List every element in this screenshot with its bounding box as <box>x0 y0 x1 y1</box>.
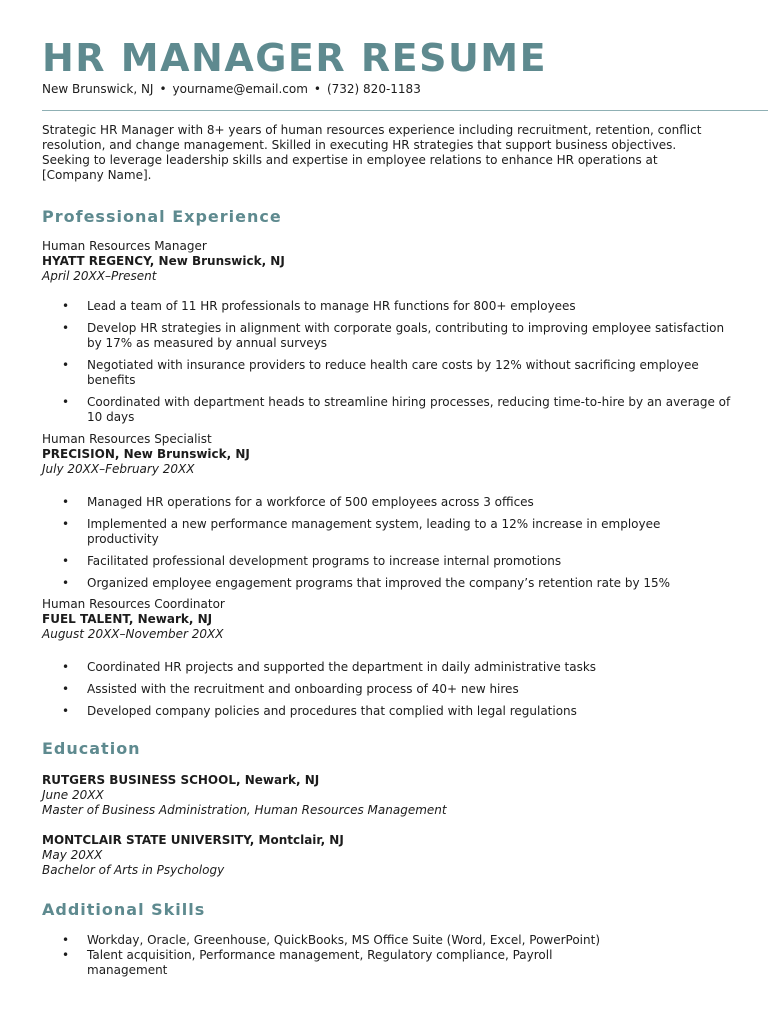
job-bullets <box>42 299 732 425</box>
education-date: June 20XX <box>42 788 104 802</box>
skills-block <box>42 933 732 978</box>
education-degree: Master of Business Administration, Human Resources Management <box>42 803 447 817</box>
job-role: Human Resources Coordinator <box>42 597 225 611</box>
contact-phone: (732) 820-1183 <box>326 82 421 96</box>
skills-list <box>42 933 602 978</box>
contact-separator: • <box>159 82 167 96</box>
job-company: FUEL TALENT, Newark, NJ <box>42 612 213 626</box>
contact-location: New Brunswick, NJ <box>42 82 154 96</box>
header-divider <box>42 110 768 111</box>
job-bullet: • Implemented a new performance management system, leading to a 12% increase in employee productivity <box>42 517 732 547</box>
job-bullet: • Developed company policies and procedures that complied with legal regulations <box>42 704 732 719</box>
contact-line <box>42 81 732 97</box>
job-dates: July 20XX–February 20XX <box>42 462 195 476</box>
job-entry <box>42 597 732 726</box>
education-school: MONTCLAIR STATE UNIVERSITY, Montclair, NJ <box>42 833 344 847</box>
job-bullets <box>42 495 732 591</box>
skills-heading: Additional Skills <box>42 900 206 919</box>
job-dates: August 20XX–November 20XX <box>42 627 224 641</box>
contact-separator: • <box>313 82 321 96</box>
resume-title: HR MANAGER RESUME <box>42 36 548 80</box>
summary-paragraph: Strategic HR Manager with 8+ years of human resources experience including recruitment, retention, conflict resolution, and change management. Skilled in executing HR strategies that support business objectives. Seeking to leverage leadership skills and expertise in employee relations to enhance HR operations at [Company Name]. <box>42 123 702 182</box>
job-bullet: • Facilitated professional development programs to increase internal promotions <box>42 554 732 569</box>
job-bullet: • Organized employee engagement programs that improved the company’s retention rate by 15% <box>42 576 732 591</box>
job-company: HYATT REGENCY, New Brunswick, NJ <box>42 254 285 268</box>
education-date: May 20XX <box>42 848 103 862</box>
job-role: Human Resources Manager <box>42 239 207 253</box>
job-bullet: • Negotiated with insurance providers to reduce health care costs by 12% without sacrificing employee benefits <box>42 358 732 388</box>
job-bullet: • Develop HR strategies in alignment with corporate goals, contributing to improving employee satisfaction by 17% as measured by annual surveys <box>42 321 732 351</box>
education-heading: Education <box>42 739 141 758</box>
job-bullets <box>42 660 732 719</box>
job-bullet: • Coordinated with department heads to streamline hiring processes, reducing time-to-hire by an average of 10 days <box>42 395 732 425</box>
education-list <box>42 773 732 893</box>
education-item <box>42 833 732 878</box>
education-degree: Bachelor of Arts in Psychology <box>42 863 225 877</box>
experience-heading: Professional Experience <box>42 207 282 226</box>
skill-item: • Talent acquisition, Performance management, Regulatory compliance, Payroll management <box>42 948 587 978</box>
job-bullet: • Coordinated HR projects and supported the department in daily administrative tasks <box>42 660 732 675</box>
job-dates: April 20XX–Present <box>42 269 157 283</box>
job-entry <box>42 432 732 598</box>
job-bullet: • Assisted with the recruitment and onboarding process of 40+ new hires <box>42 682 732 697</box>
contact-email: yourname@email.com <box>172 82 308 96</box>
job-bullet: • Managed HR operations for a workforce of 500 employees across 3 offices <box>42 495 732 510</box>
job-role: Human Resources Specialist <box>42 432 212 446</box>
resume-page <box>42 0 732 977</box>
job-company: PRECISION, New Brunswick, NJ <box>42 447 250 461</box>
skill-item: • Workday, Oracle, Greenhouse, QuickBooks, MS Office Suite (Word, Excel, PowerPoint) <box>42 933 687 948</box>
job-entry <box>42 239 732 432</box>
education-item <box>42 773 732 818</box>
education-school: RUTGERS BUSINESS SCHOOL, Newark, NJ <box>42 773 320 787</box>
job-bullet: • Lead a team of 11 HR professionals to manage HR functions for 800+ employees <box>42 299 732 314</box>
